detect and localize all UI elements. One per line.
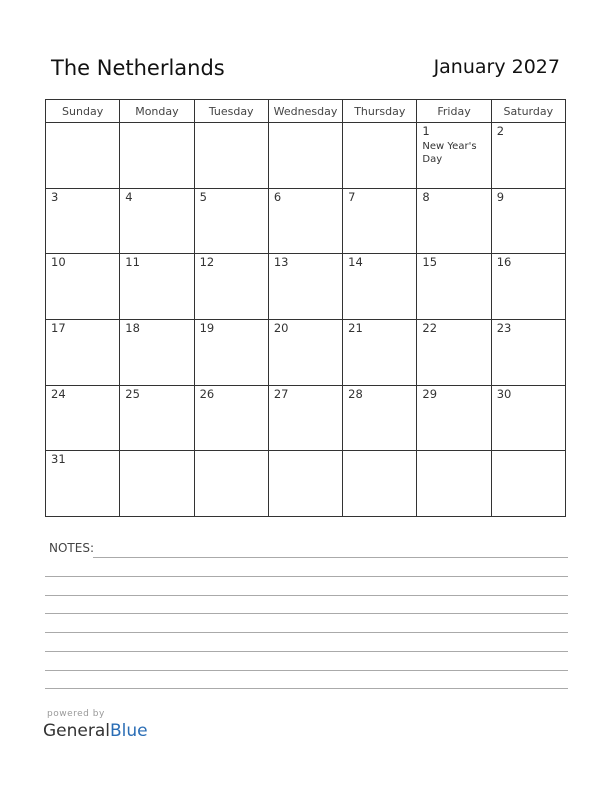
notes-line xyxy=(45,670,568,671)
day-cell xyxy=(46,451,120,517)
notes-line xyxy=(45,651,568,652)
notes-line xyxy=(93,557,568,558)
calendar-week-row xyxy=(46,319,566,385)
day-number: 4 xyxy=(125,189,133,204)
notes-line xyxy=(45,632,568,633)
day-cell xyxy=(268,385,342,451)
day-number: 19 xyxy=(199,320,215,335)
calendar-week-row xyxy=(46,451,566,517)
weekday-monday: Monday xyxy=(120,100,194,123)
day-cell xyxy=(491,188,565,254)
day-number: 11 xyxy=(125,255,140,270)
day-cell xyxy=(491,254,565,320)
day-number xyxy=(417,451,490,453)
day-cell xyxy=(46,254,120,320)
day-number: 25 xyxy=(125,386,140,401)
day-cell xyxy=(417,254,491,320)
day-cell xyxy=(120,385,194,451)
calendar-week-row xyxy=(46,188,566,254)
brand-name-general: General xyxy=(43,721,110,741)
day-number xyxy=(120,451,193,453)
day-cell xyxy=(46,385,120,451)
day-number: 23 xyxy=(496,320,512,335)
day-cell xyxy=(120,123,194,189)
day-number: 22 xyxy=(422,320,438,335)
day-cell xyxy=(417,319,491,385)
day-number: 30 xyxy=(496,386,512,401)
day-cell xyxy=(268,123,342,189)
day-cell xyxy=(491,123,565,189)
day-cell xyxy=(268,254,342,320)
calendar-week-row xyxy=(46,123,566,189)
day-cell xyxy=(491,319,565,385)
day-cell xyxy=(268,188,342,254)
day-cell xyxy=(194,451,268,517)
day-cell xyxy=(194,123,268,189)
day-number: 27 xyxy=(273,386,289,401)
day-cell xyxy=(417,188,491,254)
country-title: The Netherlands xyxy=(51,56,225,80)
day-cell xyxy=(194,319,268,385)
day-number xyxy=(120,123,193,125)
day-cell xyxy=(343,123,417,189)
day-number xyxy=(269,451,342,453)
day-number: 6 xyxy=(273,189,282,204)
notes-line xyxy=(45,613,568,614)
day-cell xyxy=(46,319,120,385)
day-number: 17 xyxy=(51,320,66,335)
weekday-header-row xyxy=(46,100,566,123)
day-cell xyxy=(343,188,417,254)
day-number: 7 xyxy=(348,189,356,204)
day-cell xyxy=(343,254,417,320)
weekday-saturday: Saturday xyxy=(491,100,565,123)
day-number: 29 xyxy=(422,386,438,401)
day-number: 21 xyxy=(348,320,363,335)
day-number: 26 xyxy=(199,386,215,401)
day-cell xyxy=(120,254,194,320)
day-number: 1 xyxy=(422,124,430,138)
calendar-week-row xyxy=(46,385,566,451)
day-cell xyxy=(268,319,342,385)
month-year-title: January 2027 xyxy=(433,56,560,78)
notes-line xyxy=(45,688,568,689)
calendar-grid xyxy=(45,99,566,517)
brand-logo xyxy=(43,721,148,741)
day-cell xyxy=(343,385,417,451)
weekday-sunday: Sunday xyxy=(46,100,120,123)
day-cell xyxy=(120,188,194,254)
brand-name-blue: Blue xyxy=(110,721,148,741)
day-number xyxy=(343,123,416,125)
day-number: 24 xyxy=(51,386,66,401)
notes-line xyxy=(45,595,568,596)
day-cell xyxy=(417,123,491,189)
day-number: 31 xyxy=(51,452,66,467)
day-number: 3 xyxy=(51,189,59,204)
day-cell xyxy=(46,188,120,254)
day-number: 28 xyxy=(348,386,363,401)
day-number xyxy=(46,123,119,125)
day-number: 13 xyxy=(273,255,289,270)
weekday-tuesday: Tuesday xyxy=(194,100,268,123)
day-number xyxy=(492,451,565,453)
day-cell xyxy=(417,451,491,517)
day-number xyxy=(195,123,268,125)
day-number: 18 xyxy=(125,320,140,335)
day-number xyxy=(195,451,268,453)
day-cell xyxy=(343,319,417,385)
weekday-friday: Friday xyxy=(417,100,491,123)
notes-label: NOTES: xyxy=(49,541,94,555)
day-number: 16 xyxy=(496,255,512,270)
day-number xyxy=(269,123,342,125)
calendar-week-row xyxy=(46,254,566,320)
day-cell xyxy=(268,451,342,517)
holiday-event: New Year's Day xyxy=(422,141,477,165)
day-number: 9 xyxy=(496,189,505,204)
notes-line xyxy=(45,576,568,577)
day-number xyxy=(343,451,416,453)
weekday-wednesday: Wednesday xyxy=(268,100,342,123)
day-cell xyxy=(194,254,268,320)
day-number: 20 xyxy=(273,320,289,335)
day-cell xyxy=(194,385,268,451)
day-cell xyxy=(120,451,194,517)
powered-by-text: powered by xyxy=(47,709,105,719)
day-cell xyxy=(417,385,491,451)
day-cell xyxy=(343,451,417,517)
day-number: 8 xyxy=(422,189,430,204)
day-number: 5 xyxy=(199,189,207,204)
day-number: 14 xyxy=(348,255,363,270)
day-number: 12 xyxy=(199,255,215,270)
day-cell xyxy=(491,385,565,451)
day-cell xyxy=(194,188,268,254)
day-number: 10 xyxy=(51,255,66,270)
day-number: 15 xyxy=(422,255,438,270)
weekday-thursday: Thursday xyxy=(343,100,417,123)
day-cell xyxy=(120,319,194,385)
day-cell xyxy=(491,451,565,517)
day-cell xyxy=(46,123,120,189)
day-number: 2 xyxy=(496,124,505,138)
